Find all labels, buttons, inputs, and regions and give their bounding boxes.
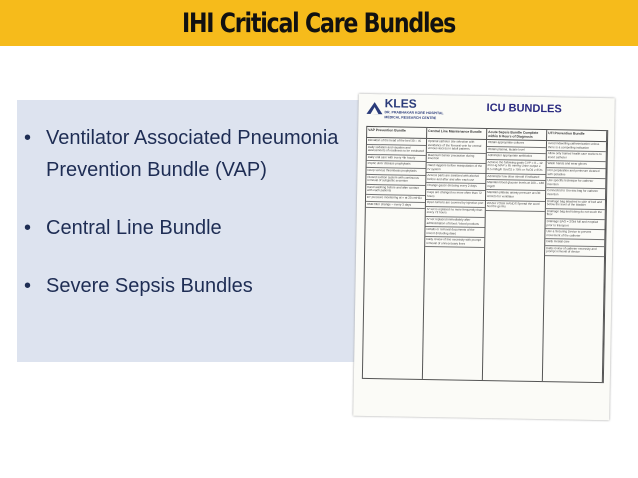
table-cell: Caps are changed no more often than 72 hours: [426, 190, 485, 201]
table-body: [363, 138, 607, 382]
document-title: ICU BUNDLES: [486, 102, 562, 116]
bullet-item: • Severe Sepsis Bundles: [20, 270, 370, 302]
table-cell: Maximum barrier precaution during insertion: [427, 153, 486, 164]
bullet-icon: •: [24, 275, 32, 297]
table-cell: Wash hands and wear gloves: [547, 161, 606, 169]
column-header: VAP Prevention Bundle: [367, 127, 427, 138]
table-cell: Hand washing before and after contact with each patients: [366, 185, 425, 196]
table-cell: Daily review of line necessity with prompt removal of unnecessary lines: [425, 237, 484, 248]
bullet-icon: •: [24, 127, 32, 149]
table-cell: Obtain appropriate cultures: [487, 140, 546, 148]
table-column: [423, 139, 487, 380]
icu-bundles-document-image: [353, 94, 615, 420]
table-cell: HME filter change – every 3 days: [366, 201, 425, 209]
bullet-item: • Central Line Bundle: [20, 212, 370, 244]
table-cell: Daily review of catheter necessity and prompt removal of device: [545, 246, 604, 257]
table-cell: Daily sedation and vacation and assessments of readiness to be extubated: [367, 145, 426, 156]
table-cell: Drainage bag and tubing do not touch the floor: [546, 209, 605, 220]
column-header: UTI Prevention Bundle: [547, 130, 607, 141]
column-header: Central Line Maintenance Bundle: [427, 128, 487, 139]
table-cell: Maintain blood glucose levels at 100 – 180 mg/dl: [486, 180, 545, 191]
table-cell: Use a Securing Device to prevent movement of the catheter: [545, 229, 604, 240]
table-cell: ET pressure monitoring at = at 20 cmH2o: [366, 195, 425, 203]
table-cell: Open lumens are covered by injection port: [426, 200, 485, 208]
kles-logo-icon: [364, 100, 384, 116]
logo-subtitle: DR. PRABHAKAR KORE HOSPITAL: [384, 110, 444, 116]
table-cell: Closed suction system with continuous removal of subglottic secretion: [366, 174, 425, 185]
logo-name: KLES: [384, 96, 417, 111]
table-cell: Peptic ulcer disease prophylaxis: [367, 161, 426, 169]
table-cell: Use specific technique for catheter insertion: [546, 178, 605, 189]
slide-title: IHI Critical Care Bundles: [182, 7, 456, 39]
column-header: Acute Sepsis Bundle Complete within 6 Hours of Diagnosis: [487, 129, 547, 140]
table-cell: Obtain plasma, lactate level: [487, 147, 546, 155]
bundle-table: [362, 126, 608, 383]
table-cell: Achieve the following goals CVP = 8 – 12 mm Hg MAP ≥ 65 mmHg Urine output ≥ 0.5 ml/kg/h ScvO2 ≥ 70% or SvO2 ≥ 65%: [486, 160, 545, 175]
table-cell: Elevation of the head of the bed 30 – 45: [367, 138, 426, 146]
table-column: [363, 138, 427, 379]
bullet-item: • Ventilator Associated Pneumonia Prevention Bundle (VAP): [20, 122, 370, 186]
table-cell: Avoid indwelling catheterization unless there is a compelling indication: [547, 141, 606, 152]
bullet-list: [20, 122, 370, 315]
table-cell: Peri preparation and perineum cleaned with Betadine: [546, 168, 605, 179]
table-cell: IV set is replaced no more frequently than every 72 hours: [426, 207, 485, 218]
table-cell: Deep venous thrombosis prophylaxis: [366, 168, 425, 176]
table-cell: Allow only trained health care workers to insert catheter: [547, 151, 606, 162]
logo-subtitle: MEDICAL RESEARCH CENTRE: [384, 115, 437, 121]
bullet-icon: •: [24, 217, 32, 239]
title-bar: [0, 0, 638, 46]
table-column: [483, 140, 547, 381]
table-cell: Administer low dose steroid if indicated: [486, 174, 545, 182]
document-header: [358, 94, 614, 126]
table-cell: Drainage BAG = 2/3rd full and emptied prior to transport: [545, 219, 604, 230]
table-cell: Maintain plateau airway pressure at ≤30 cmH2o for ventilator: [486, 190, 545, 201]
table-cell: Daily oral care with every 4th hourly: [367, 155, 426, 163]
table-cell: Optimal catheter site selection with avoidance of the femoral vein for central venous access in adult patients: [427, 139, 486, 154]
table-cell: Hand Hygiene before manipulation of the IV system: [426, 163, 485, 174]
table-cell: Connected to Uro-sac bag for catheter insertion: [546, 188, 605, 199]
table-cell: WASH YOUR HANDS Spread the word Not the germs: [486, 201, 545, 212]
table-cell: Access parts are sanitized with alcohol before and after and after each use: [426, 173, 485, 184]
table-cell: Administer appropriate antibiotics: [487, 153, 546, 161]
table-column: [543, 141, 607, 382]
table-cell: Drainage bag attached to side of bed and below the level of the bladder: [546, 199, 605, 210]
table-cell: Change gauze dressing every 2 days: [426, 183, 485, 191]
table-cell: IV set replaced immediately after administration of blood / blood products: [426, 217, 485, 228]
table-cell: Details or removal documents of the recent (including date): [425, 227, 484, 238]
table-cell: Daily meatal care: [545, 239, 604, 247]
